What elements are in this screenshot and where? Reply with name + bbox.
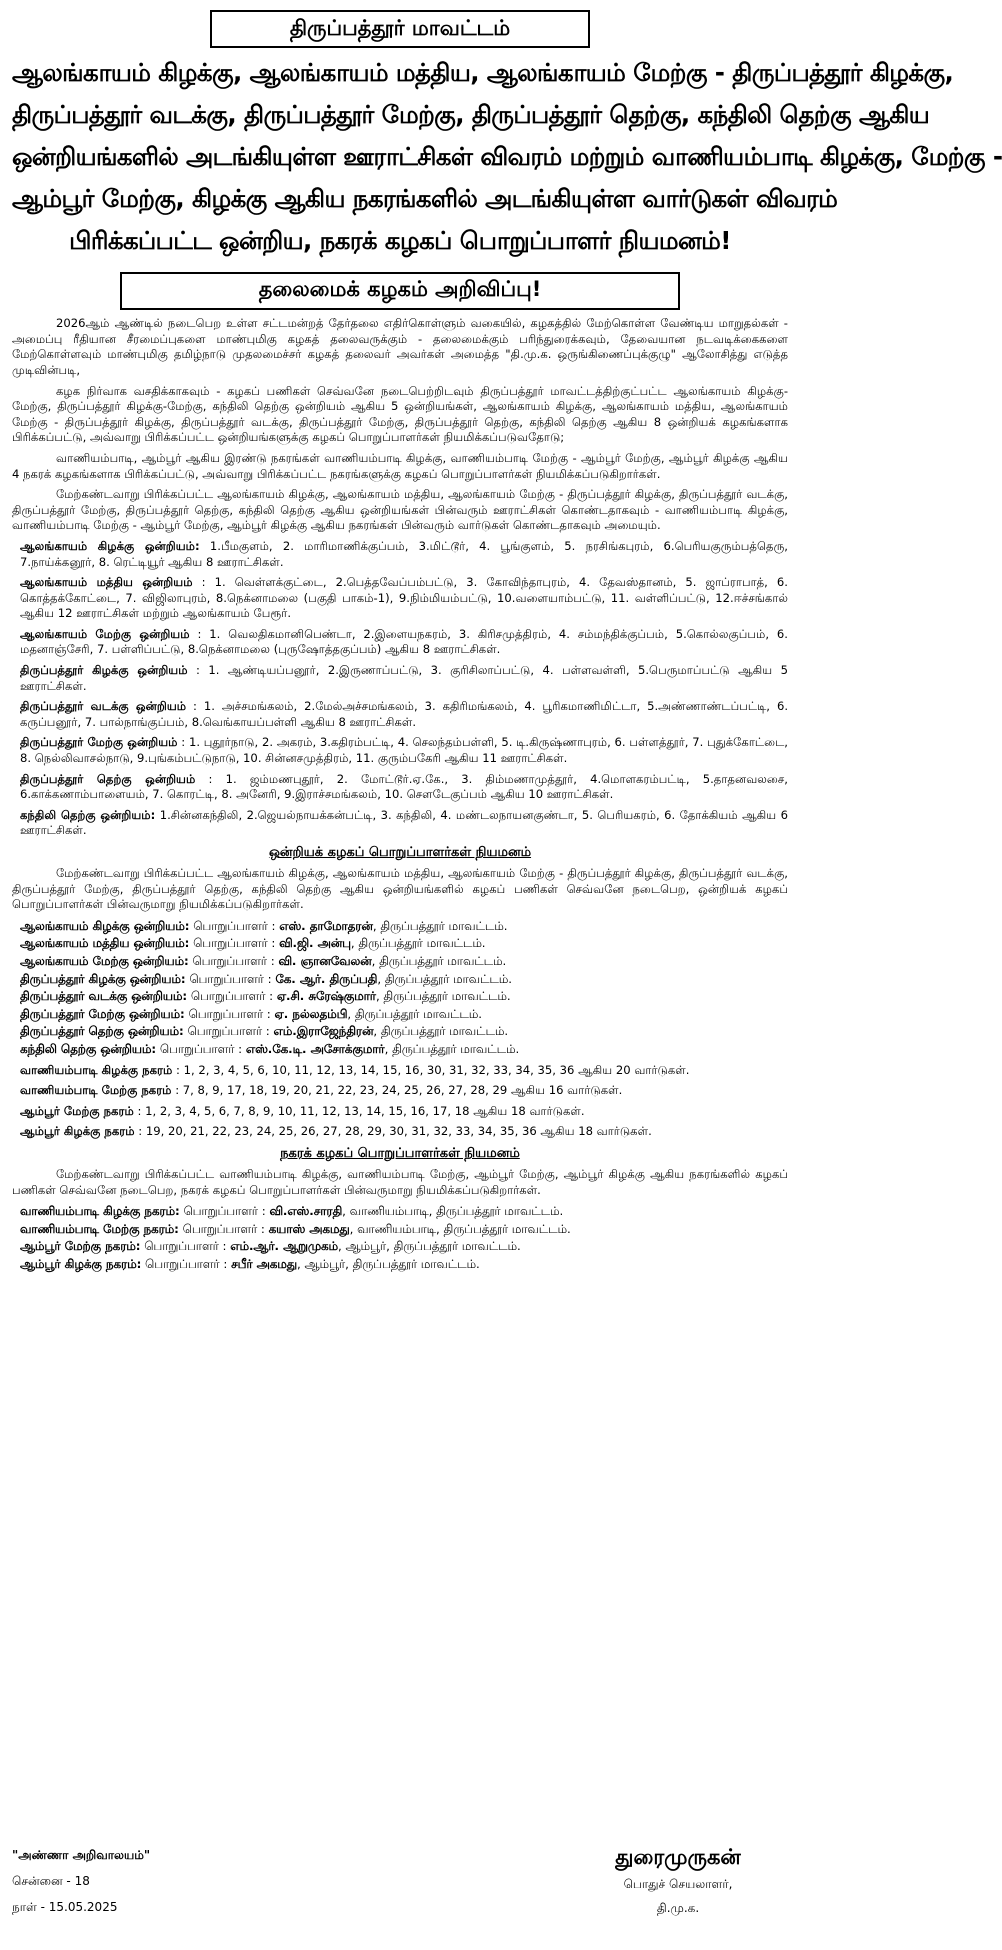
appointment-name: வி. ஞானவேலன் xyxy=(278,953,372,968)
union-entry xyxy=(12,699,788,730)
appointment-role: பொறுப்பாளர் : xyxy=(141,1256,232,1271)
union-label: ஆலங்காயம் மத்திய ஒன்றியம் xyxy=(20,575,193,590)
headline xyxy=(12,52,1002,262)
appointment-role: பொறுப்பாளர் : xyxy=(140,1239,231,1254)
appointment-role: பொறுப்பாளர் : xyxy=(184,1006,275,1021)
appointment-name: எஸ். தாமோதரன் xyxy=(279,918,373,933)
ward-numbers: : 1, 2, 3, 4, 5, 6, 10, 11, 12, 13, 14, 15, 16, 30, 31, 32, 33, 34, 35, 36 ஆகிய 20 வார்டுகள். xyxy=(172,1062,690,1077)
ward-label: ஆம்பூர் கிழக்கு நகரம் xyxy=(20,1124,135,1139)
appointment-row xyxy=(20,971,788,989)
appointment-row xyxy=(20,1041,788,1059)
ward-entry xyxy=(12,1124,788,1140)
appointment-role: பொறுப்பாளர் : xyxy=(179,1204,270,1219)
footer xyxy=(12,1842,788,1942)
appointment-place: , திருப்பத்தூர் மாவட்டம். xyxy=(377,971,512,986)
appointment-place: , திருப்பத்தூர் மாவட்டம். xyxy=(384,1041,520,1056)
union-villages: : 1. வெலதிகமானிபெண்டா, 2.இளையநகரம், 3. கிரிசமுத்திரம், 4. சம்மந்திக்குப்பம், 5.கொல்லகுப்பம், 6. மதனாஞ்சேரி, 7. பள்ளிப்பட்டு, 8.நெக்னாமலை (புருஷோத்தகுப்பம்) ஆகிய 8 ஊராட்சிகள். xyxy=(20,626,788,657)
union-appointments xyxy=(12,918,788,1059)
appointment-name: கயாஸ் அகமது xyxy=(268,1221,350,1236)
appointment-name: வி.ஜி. அன்பு xyxy=(279,936,351,951)
appointment-row xyxy=(20,1221,788,1239)
town-section-title: நகரக் கழகப் பொறுப்பாளர்கள் நியமனம் xyxy=(280,1145,520,1161)
union-entry xyxy=(12,663,788,694)
appointment-unit: திருப்பத்தூர் தெற்கு ஒன்றியம்: xyxy=(20,1024,184,1039)
appointment-row xyxy=(20,918,788,936)
appointment-unit: ஆலங்காயம் மேற்கு ஒன்றியம்: xyxy=(20,953,189,968)
appointment-place: , திருப்பத்தூர் மாவட்டம். xyxy=(373,1024,509,1039)
appointment-name: எம்.ஆர். ஆறுமுகம் xyxy=(230,1239,339,1254)
union-villages: : 1. ஜம்மணபுதூர், 2. மோட்டூர்.ஏ.கே., 3. திம்மணாமுத்தூர், 4.மொளகரம்பட்டி, 5.தாதனவலசை, 6.காக்கணாம்பாளையம், 7. கொரட்டி, 8. அனேரி, 9.இராச்சமங்கலம், 10. சௌடேகுப்பம் ஆகிய 10 ஊராட்சிகள். xyxy=(20,771,788,802)
ward-numbers: : 19, 20, 21, 22, 23, 24, 25, 26, 27, 28, 29, 30, 31, 32, 33, 34, 35, 36 ஆகிய 18 வார்டுகள். xyxy=(134,1124,652,1139)
union-section-intro: மேற்கண்டவாறு பிரிக்கப்பட்ட ஆலங்காயம் கிழக்கு, ஆலங்காயம் மத்திய, ஆலங்காயம் மேற்கு - திருப்பத்தூர் கிழக்கு, திருப்பத்தூர் வடக்கு, திருப்பத்தூர் மேற்கு, திருப்பத்தூர் தெற்கு, கந்திலி தெற்கு ஆகிய ஒன்றியங்களில் கழகப் பணிகள் செவ்வனே நடைபெற, ஒன்றியக் கழகப் பொறுப்பாளர்கள் பின்வருமாறு நியமிக்கப்படுகிறார்கள். xyxy=(12,866,788,912)
district-title: திருப்பத்தூர் மாவட்டம் xyxy=(210,10,590,48)
appointment-place: , வாணியம்பாடி, திருப்பத்தூர் மாவட்டம். xyxy=(342,1204,564,1219)
intro-paragraph: கழக நிர்வாக வசதிக்காகவும் - கழகப் பணிகள் செவ்வனே நடைபெற்றிடவும் திருப்பத்தூர் மாவட்டத்திற்குட்பட்ட ஆலங்காயம் கிழக்கு-மேற்கு, திருப்பத்தூர் கிழக்கு-மேற்கு, கந்திலி தெற்கு ஒன்றியம் ஆகிய 5 ஒன்றியங்கள், ஆலங்காயம் கிழக்கு, ஆலங்காயம் மத்திய, ஆலங்காயம் மேற்கு - திருப்பத்தூர் கிழக்கு, திருப்பத்தூர் வடக்கு, திருப்பத்தூர் மேற்கு, திருப்பத்தூர் தெற்கு, கந்திலி தெற்கு ஆகிய 8 ஒன்றியக் கழகங்களாக பிரிக்கப்பட்டு, அவ்வாறு பிரிக்கப்பட்ட ஒன்றியங்களுக்கு கழகப் பொறுப்பாளர்கள் நியமிக்கப்படுவதோடு; xyxy=(12,383,788,445)
appointment-place: , திருப்பத்தூர் மாவட்டம். xyxy=(372,918,508,933)
appointment-row xyxy=(20,1203,788,1221)
appointment-row xyxy=(20,1238,788,1256)
appointment-row xyxy=(20,1023,788,1041)
appointment-unit: ஆம்பூர் மேற்கு நகரம்: xyxy=(20,1239,141,1254)
ward-numbers: : 7, 8, 9, 17, 18, 19, 20, 21, 22, 23, 24, 25, 26, 27, 28, 29 ஆகிய 16 வார்டுகள். xyxy=(171,1083,623,1098)
union-label: திருப்பத்தூர் வடக்கு ஒன்றியம் xyxy=(20,699,187,714)
appointment-place: , திருப்பத்தூர் மாவட்டம். xyxy=(371,953,507,968)
party-name: தி.மு.க. xyxy=(656,1901,700,1915)
appointment-unit: ஆலங்காயம் கிழக்கு ஒன்றியம்: xyxy=(20,918,190,933)
appointment-unit: கந்திலி தெற்கு ஒன்றியம்: xyxy=(20,1041,157,1056)
union-section-title: ஒன்றியக் கழகப் பொறுப்பாளர்கள் நியமனம் xyxy=(268,845,532,860)
appointment-place: , திருப்பத்தூர் மாவட்டம். xyxy=(375,989,511,1004)
union-entry xyxy=(12,808,788,839)
ward-label: ஆம்பூர் மேற்கு நகரம் xyxy=(20,1103,134,1118)
appointment-role: பொறுப்பாளர் : xyxy=(189,918,280,933)
appointment-unit: வாணியம்பாடி மேற்கு நகரம்: xyxy=(20,1221,179,1236)
union-entry xyxy=(12,772,788,803)
appointment-place: , வாணியம்பாடி, திருப்பத்தூர் மாவட்டம். xyxy=(349,1221,571,1236)
office-name: "அண்ணா அறிவாலயம்" xyxy=(12,1848,151,1862)
union-villages: 1.சின்னகந்திலி, 2.ஜெயல்நாயக்கன்பட்டி, 3. கந்திலி, 4. மண்டலநாயனகுண்டா, 5. பெரியகரம், 6. தோக்கியம் ஆகிய 6 ஊராட்சிகள். xyxy=(20,807,788,838)
union-villages: : 1. அச்சமங்கலம், 2.மேல்அச்சமங்கலம், 3. கதிரிமங்கலம், 4. பூரிகமாணிமிட்டா, 5.அண்ணாண்டப்பட்டி, 6. கருப்பனூர், 7. பால்நாங்குப்பம், 8.வெங்காயப்பள்ளி ஆகிய 8 ஊராட்சிகள். xyxy=(20,699,789,729)
appointment-role: பொறுப்பாளர் : xyxy=(183,1024,274,1039)
appointment-row xyxy=(20,1006,788,1024)
office-city: சென்னை - 18 xyxy=(12,1874,90,1888)
intro-paragraph: மேற்கண்டவாறு பிரிக்கப்பட்ட ஆலங்காயம் கிழக்கு, ஆலங்காயம் மத்திய, ஆலங்காயம் மேற்கு - திருப்பத்தூர் கிழக்கு, திருப்பத்தூர் வடக்கு, திருப்பத்தூர் மேற்கு, திருப்பத்தூர் தெற்கு, கந்திலி தெற்கு ஆகிய ஒன்றியங்கள் பின்வரும் ஊராட்சிகள் கொண்டதாகவும் - வாணியம்பாடி கிழக்கு, வாணியம்பாடி மேற்கு - ஆம்பூர் மேற்கு, ஆம்பூர் கிழக்கு ஆகிய நகரங்கள் பின்வரும் வார்டுகள் கொண்டதாகவும் அமையும். xyxy=(12,487,788,533)
union-list xyxy=(12,539,788,839)
appointment-row xyxy=(20,1256,788,1274)
signatory-designation: பொதுச் செயலாளர், xyxy=(623,1877,733,1891)
headline-line: ஆலங்காயம் கிழக்கு, ஆலங்காயம் மத்திய, ஆலங்காயம் மேற்கு - திருப்பத்தூர் கிழக்கு, xyxy=(12,58,954,88)
union-villages: : 1. ஆண்டியப்பனூர், 2.இருணாப்பட்டு, 3. குரிசிலாப்பட்டு, 4. பள்ளவள்ளி, 5.பெருமாப்பட்டு ஆகிய 5 ஊராட்சிகள். xyxy=(20,663,789,693)
union-villages: : 1. புதூர்நாடு, 2. அகரம், 3.கதிரம்பட்டி, 4. செலந்தம்பள்ளி, 5. டி.கிருஷ்ணாபுரம், 6. பள்ளத்தூர், 7. புதுக்கோட்டை, 8. நெல்லிவாசல்நாடு, 9.புங்கம்பட்டுநாடு, 10. சின்னசமுத்திரம், 11. குரும்பகேரி ஆகிய 11 ஊராட்சிகள். xyxy=(20,735,788,766)
union-label: கந்திலி தெற்கு ஒன்றியம்: xyxy=(20,807,156,822)
appointment-role: பொறுப்பாளர் : xyxy=(187,989,277,1004)
appointment-name: எஸ்.கே.டி. அசோக்குமார் xyxy=(245,1041,385,1056)
appointment-name: ஏ. நல்லதம்பி xyxy=(274,1006,348,1021)
appointment-name: கே. ஆர். திருப்பதி xyxy=(275,971,378,986)
headline-line: ஆம்பூர் மேற்கு, கிழக்கு ஆகிய நகரங்களில் அடங்கியுள்ள வார்டுகள் விவரம் xyxy=(12,184,838,214)
appointment-place: , ஆம்பூர், திருப்பத்தூர் மாவட்டம். xyxy=(297,1256,480,1271)
union-label: திருப்பத்தூர் தெற்கு ஒன்றியம் xyxy=(20,771,196,786)
appointment-role: பொறுப்பாளர் : xyxy=(185,971,276,986)
ward-entry xyxy=(12,1104,788,1120)
footer-address xyxy=(12,1842,150,1920)
union-villages: : 1. வெள்ளக்குட்டை, 2.பெத்தவேப்பம்பட்டு, 3. கோவிந்தாபுரம், 4. தேவஸ்தானம், 5. ஜாப்ராபாத், 6. கொத்தக்கோட்டை, 7. விஜிலாபுரம், 8.நெக்னாமலை (பகுதி பாகம்-1), 9.நிம்மியம்பட்டு, 10.வளையாம்பட்டு, 11. வள்ளிப்பட்டு, 12.ஈச்சங்கால் ஆகிய 12 ஊராட்சிகள் மற்றும் ஆலங்காயம் பேரூர். xyxy=(20,575,788,621)
union-villages: 1.பீமகுளம், 2. மாரிமாணிக்குப்பம், 3.மிட்டூர், 4. பூங்குளம், 5. நரசிங்கபுரம், 6.பெரியகுரும்பத்தெரு, 7.நாய்க்கனூர், 8. ரெட்டியூர் ஆகிய 8 ஊராட்சிகள். xyxy=(20,538,788,569)
appointment-name: ஏ.சி. சுரேஷ்குமார் xyxy=(276,989,376,1004)
appointment-unit: திருப்பத்தூர் கிழக்கு ஒன்றியம்: xyxy=(20,971,186,986)
union-label: ஆலங்காயம் மேற்கு ஒன்றியம் xyxy=(20,626,190,641)
town-appointments xyxy=(12,1203,788,1273)
signatory-name: துரைமுருகன் xyxy=(615,1845,741,1869)
ward-list xyxy=(12,1063,788,1140)
appointment-row xyxy=(20,988,788,1006)
appointment-unit: திருப்பத்தூர் வடக்கு ஒன்றியம்: xyxy=(20,989,188,1004)
appointment-unit: ஆம்பூர் கிழக்கு நகரம்: xyxy=(20,1256,142,1271)
appointment-place: , ஆம்பூர், திருப்பத்தூர் மாவட்டம். xyxy=(338,1239,521,1254)
appointment-row xyxy=(20,953,788,971)
intro-paragraph: வாணியம்பாடி, ஆம்பூர் ஆகிய இரண்டு நகரங்கள் வாணியம்பாடி கிழக்கு, வாணியம்பாடி மேற்கு - ஆம்பூர் மேற்கு, ஆம்பூர் கிழக்கு ஆகிய 4 நகரக் கழகங்களாக பிரிக்கப்பட்டு, அவ்வாறு பிரிக்கப்பட்ட நகரங்களுக்கு கழகப் பொறுப்பாளர்கள் நியமிக்கப்படுகிறார்கள். xyxy=(12,450,788,481)
appointment-place: , திருப்பத்தூர் மாவட்டம். xyxy=(347,1006,483,1021)
ward-numbers: : 1, 2, 3, 4, 5, 6, 7, 8, 9, 10, 11, 12, 13, 14, 15, 16, 17, 18 ஆகிய 18 வார்டுகள். xyxy=(133,1103,585,1118)
union-label: ஆலங்காயம் கிழக்கு ஒன்றியம்: xyxy=(20,538,200,553)
ward-label: வாணியம்பாடி மேற்கு நகரம் xyxy=(20,1083,172,1098)
ward-entry xyxy=(12,1063,788,1079)
headline-line: பிரிக்கப்பட்ட ஒன்றிய, நகரக் கழகப் பொறுப்பாளர் நியமனம்! xyxy=(69,226,731,256)
union-label: திருப்பத்தூர் மேற்கு ஒன்றியம் xyxy=(20,735,178,750)
ward-entry xyxy=(12,1083,788,1099)
headline-line: ஒன்றியங்களில் அடங்கியுள்ள ஊராட்சிகள் விவரம் மற்றும் வாணியம்பாடி கிழக்கு, மேற்கு - xyxy=(12,142,1002,172)
appointment-role: பொறுப்பாளர் : xyxy=(188,953,279,968)
appointment-unit: திருப்பத்தூர் மேற்கு ஒன்றியம்: xyxy=(20,1006,185,1021)
union-entry xyxy=(12,539,788,570)
union-entry xyxy=(12,735,788,766)
ward-label: வாணியம்பாடி கிழக்கு நகரம் xyxy=(20,1062,173,1077)
union-label: திருப்பத்தூர் கிழக்கு ஒன்றியம் xyxy=(20,663,188,678)
appointment-role: பொறுப்பாளர் : xyxy=(189,936,280,951)
appointment-unit: வாணியம்பாடி கிழக்கு நகரம்: xyxy=(20,1204,180,1219)
town-section-intro: மேற்கண்டவாறு பிரிக்கப்பட்ட வாணியம்பாடி கிழக்கு, வாணியம்பாடி மேற்கு, ஆம்பூர் மேற்கு, ஆம்பூர் கிழக்கு ஆகிய நகரங்களில் கழகப் பணிகள் செவ்வனே நடைபெற, நகரக் கழகப் பொறுப்பாளர்கள் பின்வருமாறு நியமிக்கப்படுகிறார்கள். xyxy=(12,1166,788,1197)
appointment-name: வி.எஸ்.சாரதி xyxy=(269,1204,343,1219)
signature-block xyxy=(578,1842,778,1920)
appointment-role: பொறுப்பாளர் : xyxy=(178,1221,269,1236)
appointment-name: சபீர் அகமது xyxy=(231,1256,298,1271)
appointment-role: பொறுப்பாளர் : xyxy=(156,1041,246,1056)
union-entry xyxy=(12,575,788,622)
appointment-unit: ஆலங்காயம் மத்திய ஒன்றியம்: xyxy=(20,936,190,951)
appointment-name: எம்.இராஜேந்திரன் xyxy=(273,1024,374,1039)
appointment-place: , திருப்பத்தூர் மாவட்டம். xyxy=(350,936,486,951)
notice-title: தலைமைக் கழகம் அறிவிப்பு! xyxy=(120,272,680,310)
intro-paragraph: 2026ஆம் ஆண்டில் நடைபெற உள்ள சட்டமன்றத் தேர்தலை எதிர்கொள்ளும் வகையில், கழகத்தில் மேற்கொள்ள வேண்டிய மாறுதல்கள் - அமைப்பு ரீதியான சீரமைப்புகளை மாண்புமிகு கழகத் தலைவருக்கும் - தலைமைக்கும் பரிந்துரைக்கவும், தேவையான நடவடிக்கைகளை மேற்கொள்ளவும் மாண்புமிகு தமிழ்நாடு முதலமைச்சர் கழகத் தலைவர் அவர்கள் அமைத்த "தி.மு.க. ஒருங்கிணைப்புக்குழு" ஆலோசித்து எடுத்த முடிவின்படி, xyxy=(12,316,788,377)
appointment-row xyxy=(20,935,788,953)
headline-line: திருப்பத்தூர் வடக்கு, திருப்பத்தூர் மேற்கு, திருப்பத்தூர் தெற்கு, கந்திலி தெற்கு ஆகிய xyxy=(12,100,930,130)
union-entry xyxy=(12,627,788,658)
release-date: நாள் - 15.05.2025 xyxy=(12,1900,118,1914)
